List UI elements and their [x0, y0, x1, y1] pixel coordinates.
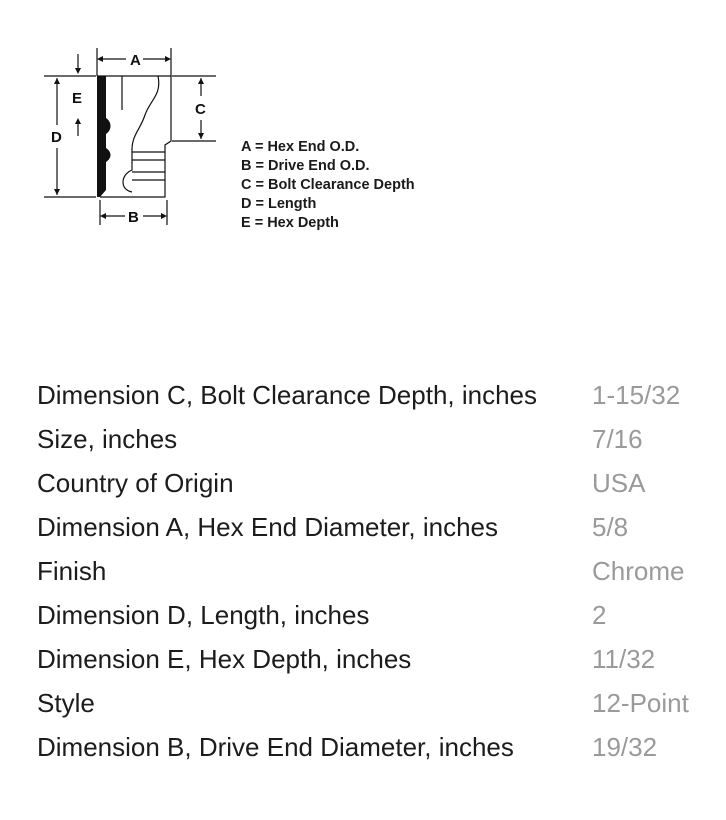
- spec-row: [37, 556, 717, 600]
- spec-value: 2: [592, 600, 607, 630]
- spec-value: Chrome: [592, 556, 685, 586]
- spec-label: Dimension B, Drive End Diameter, inches: [37, 732, 514, 762]
- dimension-c-label: C: [195, 101, 206, 118]
- spec-label: Style: [37, 688, 95, 718]
- specifications-table: [37, 380, 717, 776]
- spec-label: Dimension D, Length, inches: [37, 600, 370, 630]
- spec-row: [37, 600, 717, 644]
- spec-value: 11/32: [592, 644, 656, 674]
- spec-row: [37, 688, 717, 732]
- spec-label: Finish: [37, 556, 107, 586]
- spec-row: [37, 468, 717, 512]
- spec-value: 7/16: [592, 424, 643, 454]
- spec-label: Country of Origin: [37, 468, 234, 498]
- dimension-a-label: A: [130, 52, 141, 69]
- spec-row: [37, 644, 717, 688]
- dimension-d-label: D: [51, 129, 62, 146]
- dimension-e-label: E: [72, 90, 83, 107]
- spec-row: [37, 732, 717, 776]
- spec-label: Size, inches: [37, 424, 178, 454]
- legend-item: C = Bolt Clearance Depth: [241, 177, 415, 193]
- dimension-legend: [241, 138, 415, 233]
- spec-value: 1-15/32: [592, 380, 681, 410]
- spec-value: 5/8: [592, 512, 629, 542]
- spec-value: 19/32: [592, 732, 658, 762]
- spec-row: [37, 512, 717, 556]
- spec-label: Dimension E, Hex Depth, inches: [37, 644, 412, 674]
- spec-label: Dimension A, Hex End Diameter, inches: [37, 512, 498, 542]
- legend-item: D = Length: [241, 196, 317, 212]
- spec-row: [37, 424, 717, 468]
- legend-item: B = Drive End O.D.: [241, 158, 370, 174]
- legend-item: A = Hex End O.D.: [241, 139, 360, 155]
- spec-value: 12-Point: [592, 688, 689, 718]
- dimension-b-label: B: [128, 209, 139, 226]
- spec-value: USA: [592, 468, 646, 498]
- legend-item: E = Hex Depth: [241, 215, 339, 231]
- spec-row: [37, 380, 717, 424]
- spec-label: Dimension C, Bolt Clearance Depth, inches: [37, 380, 538, 410]
